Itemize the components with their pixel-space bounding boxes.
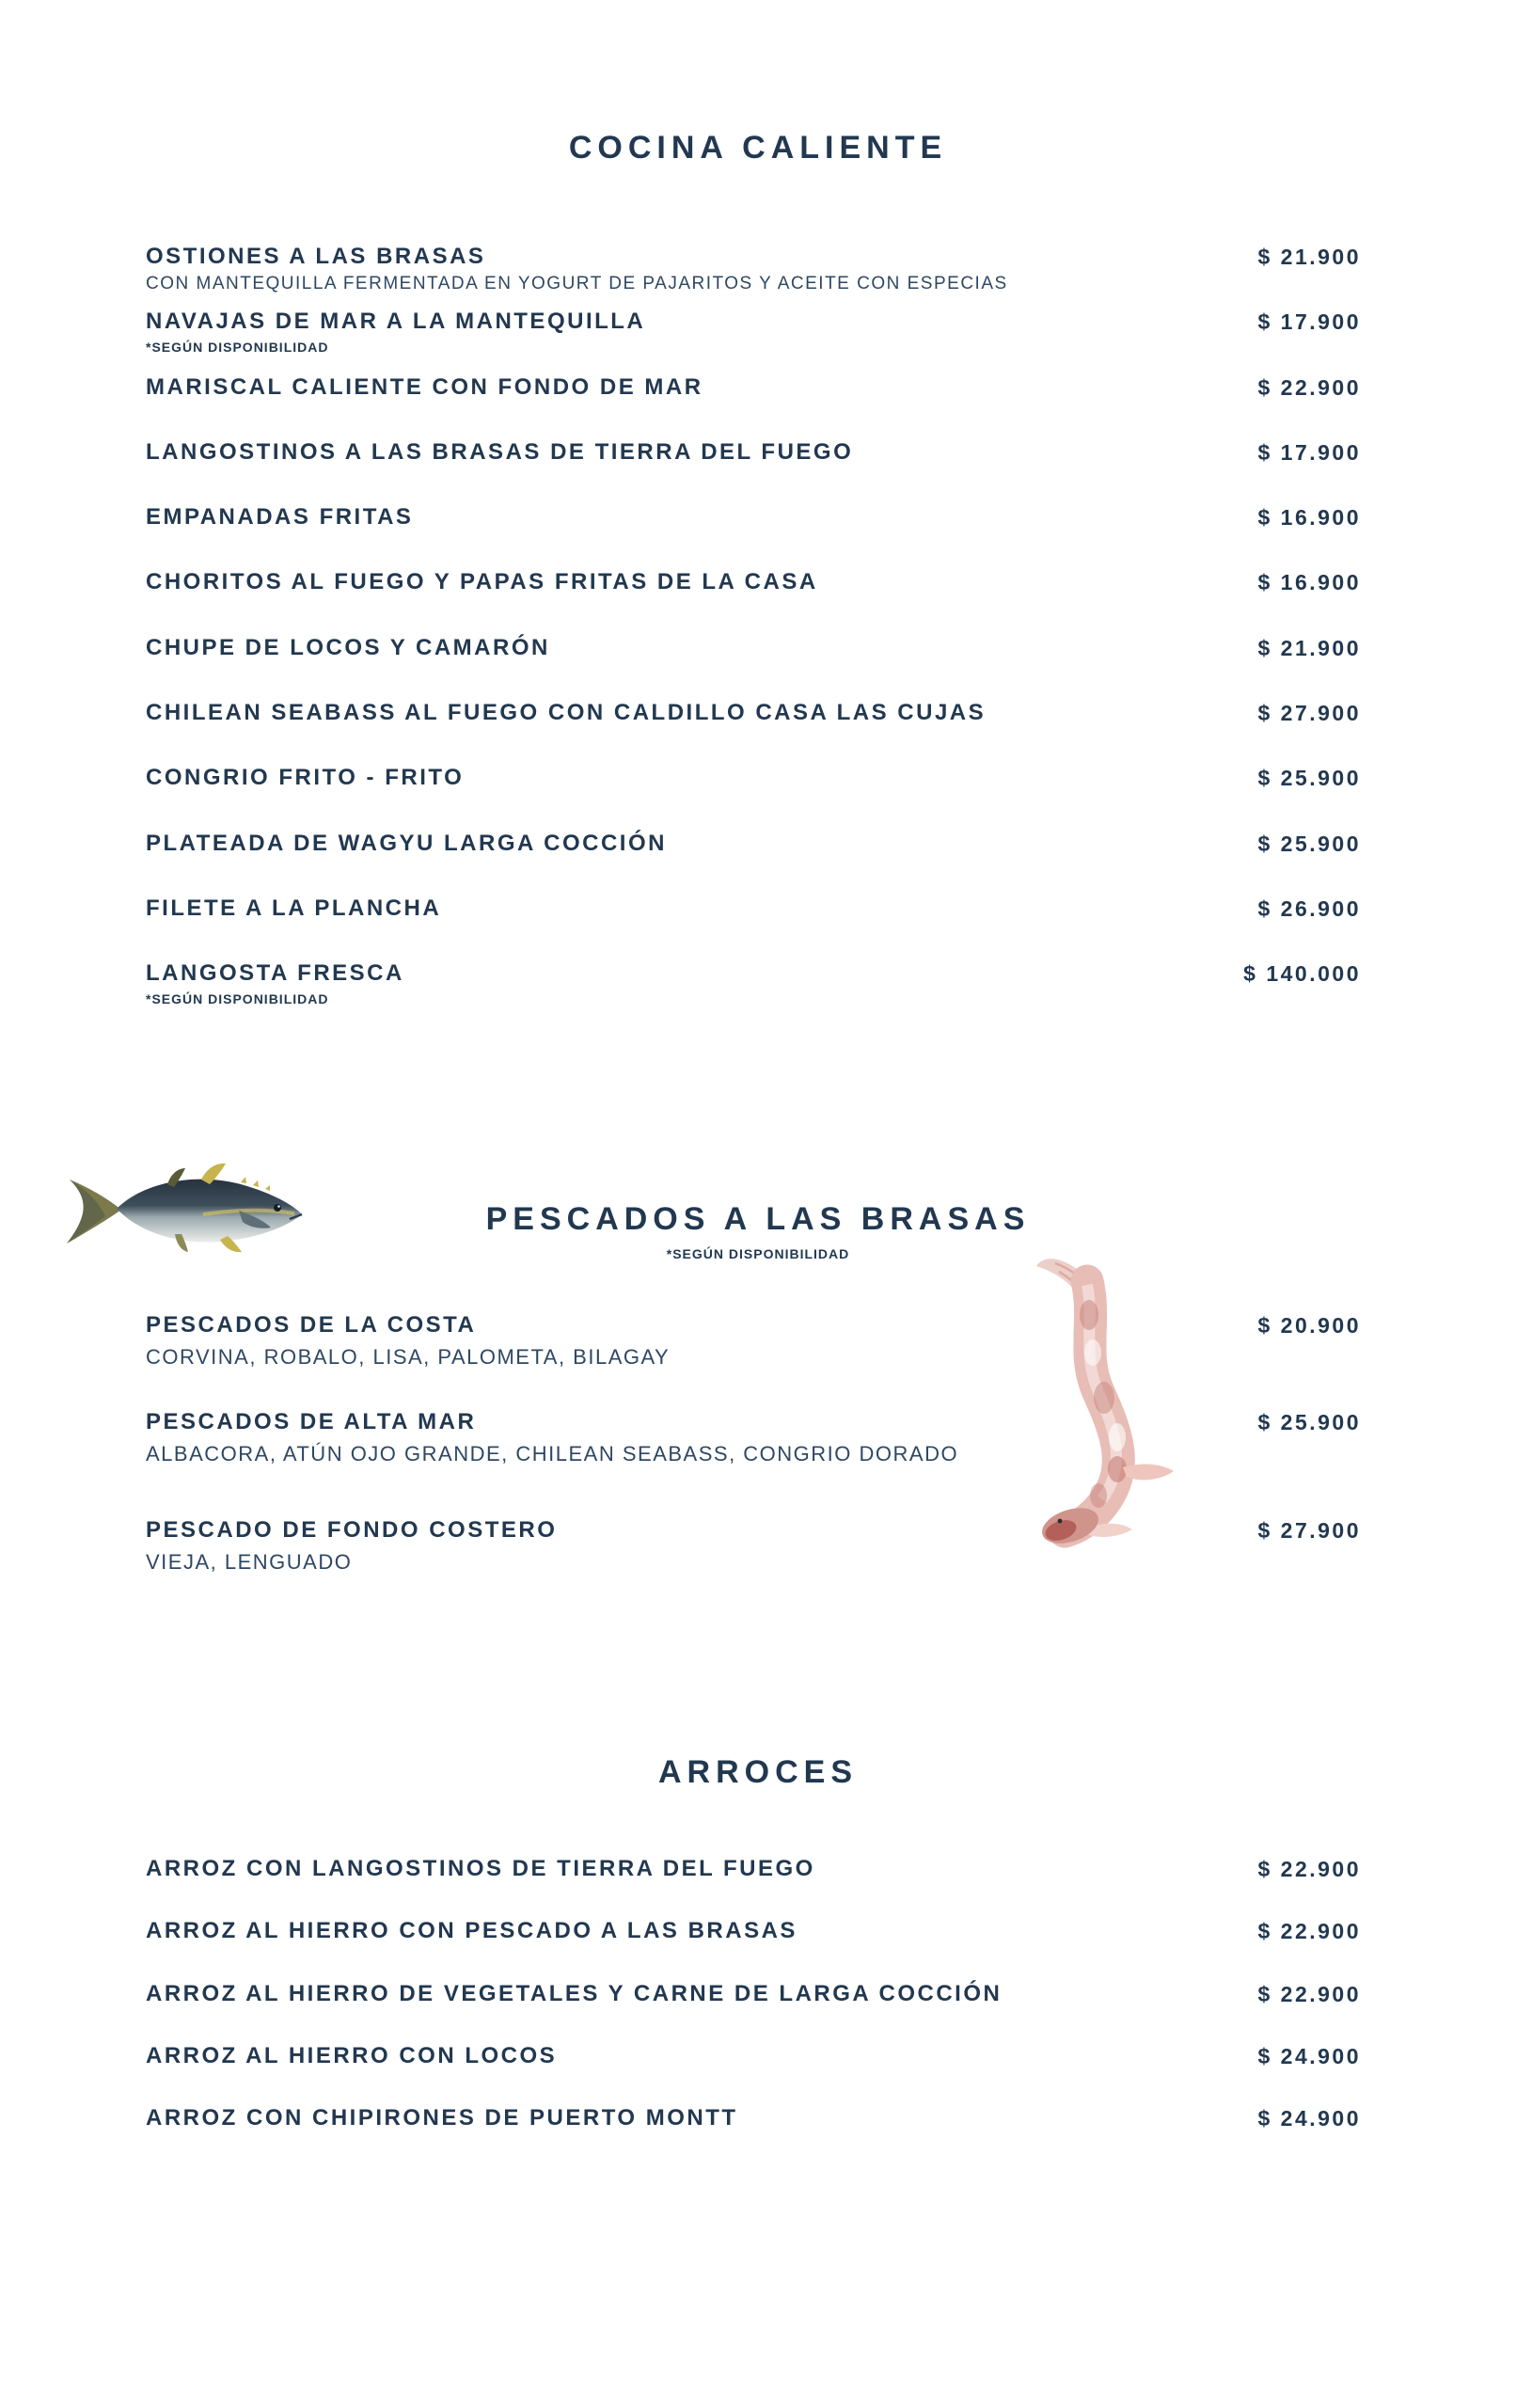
menu-item-price: $ 22.900: [1257, 1981, 1361, 2006]
menu-item-price: $ 17.900: [1257, 439, 1361, 465]
menu-item-name: CHILEAN SEABASS AL FUEGO CON CALDILLO CASA LAS CUJAS: [146, 700, 987, 726]
menu-item: [146, 959, 1361, 1024]
menu-item: [146, 2104, 1361, 2166]
section-title-arroces: ARROCES: [657, 1754, 859, 1790]
section-subtitle-pescados: *SEGÚN DISPONIBILIDAD: [666, 1246, 850, 1261]
section-title-pescados-a-las-brasas: PESCADOS A LAS BRASAS: [485, 1201, 1031, 1237]
menu-item-price: $ 20.900: [1257, 1313, 1361, 1338]
menu-item: [146, 1917, 1361, 1979]
menu-item: [146, 503, 1361, 568]
menu-item-name: ARROZ AL HIERRO CON LOCOS: [146, 2042, 558, 2068]
menu-item-price: $ 22.900: [1257, 374, 1361, 400]
menu-item-description: CORVINA, ROBALO, LISA, PALOMETA, BILAGAY: [146, 1345, 671, 1369]
menu-item-price: $ 22.900: [1257, 1919, 1361, 1944]
menu-item: [146, 373, 1361, 438]
menu-item-price: $ 21.900: [1257, 635, 1361, 660]
menu-item-name: LANGOSTA FRESCA: [146, 960, 404, 987]
menu-item-price: $ 27.900: [1257, 1518, 1361, 1543]
menu-item: [146, 830, 1361, 895]
menu-item-name: CHUPE DE LOCOS Y CAMARÓN: [146, 634, 550, 660]
menu-item-text: [146, 373, 1257, 402]
menu-item-description: ALBACORA, ATÚN OJO GRANDE, CHILEAN SEABASS, CONGRIO DORADO: [146, 1442, 959, 1465]
menu-item: [146, 243, 1361, 308]
menu-item-name: EMPANADAS FRITAS: [146, 504, 414, 531]
menu-item-price: $ 16.900: [1257, 505, 1361, 531]
menu-item-name: FILETE A LA PLANCHA: [146, 895, 442, 921]
menu-item-price: $ 27.900: [1257, 701, 1361, 726]
menu-item: [146, 1980, 1361, 2042]
section-items-cocina-caliente: [146, 243, 1361, 1025]
menu-item-name: CHORITOS AL FUEGO Y PAPAS FRITAS DE LA CASA: [146, 569, 818, 595]
menu-item-name: MARISCAL CALIENTE CON FONDO DE MAR: [146, 373, 703, 400]
menu-item: [146, 699, 1361, 764]
menu-item-price: $ 26.900: [1257, 895, 1361, 921]
menu-item-price: $ 25.900: [1257, 766, 1361, 791]
menu-item-text: [146, 1980, 1257, 2008]
menu-item-price: $ 24.900: [1257, 2043, 1361, 2068]
menu-item-price: $ 16.900: [1257, 570, 1361, 595]
menu-item-price: $ 21.900: [1257, 245, 1361, 269]
menu-item-name: LANGOSTINOS A LAS BRASAS DE TIERRA DEL FUEGO: [146, 438, 854, 465]
menu-item-name: ARROZ AL HIERRO CON PESCADO A LAS BRASAS: [146, 1918, 797, 1944]
menu-item-price: $ 25.900: [1257, 1410, 1361, 1434]
menu-item: [146, 2042, 1361, 2104]
menu-item-text: [146, 2042, 1257, 2070]
menu-item-text: [146, 308, 1257, 355]
menu-item-name: PLATEADA DE WAGYU LARGA COCCIÓN: [146, 830, 667, 856]
menu-item-availability-note: *SEGÚN DISPONIBILIDAD: [146, 991, 329, 1007]
menu-item-description: VIEJA, LENGUADO: [146, 1550, 353, 1574]
menu-item-text: [146, 568, 1257, 596]
menu-item: [146, 438, 1361, 503]
menu-item-text: [146, 438, 1257, 467]
menu-item-text: [146, 243, 1257, 294]
menu-item-text: [146, 830, 1257, 858]
menu-item-name: PESCADOS DE ALTA MAR: [146, 1409, 477, 1434]
menu-item-text: [146, 959, 1243, 1006]
menu-item-text: [146, 2104, 1257, 2132]
menu-item-name: NAVAJAS DE MAR A LA MANTEQUILLA: [146, 309, 646, 335]
menu-item-name: OSTIONES A LAS BRASAS: [146, 244, 486, 269]
menu-item-text: [146, 1917, 1257, 1945]
menu-item-text: [146, 764, 1257, 792]
menu-item-price: $ 25.900: [1257, 831, 1361, 856]
menu-item-description: CON MANTEQUILLA FERMENTADA EN YOGURT DE PAJARITOS Y ACEITE CON ESPECIAS: [146, 274, 1008, 293]
menu-item-availability-note: *SEGÚN DISPONIBILIDAD: [146, 340, 329, 356]
menu-item-text: [146, 895, 1257, 923]
menu-item-text: [146, 503, 1257, 531]
menu-item: [146, 1855, 1361, 1917]
menu-item: [146, 764, 1361, 829]
menu-item-name: PESCADOS DE LA COSTA: [146, 1312, 477, 1338]
menu-item-text: [146, 1855, 1257, 1883]
menu-item: [146, 895, 1361, 959]
menu-item: [146, 634, 1361, 699]
section-items-arroces: [146, 1855, 1361, 2166]
menu-item-name: CONGRIO FRITO - FRITO: [146, 765, 465, 791]
menu-item-price: $ 22.900: [1257, 1857, 1361, 1881]
menu-item-price: $ 24.900: [1257, 2106, 1361, 2131]
menu-item-price: $ 17.900: [1257, 309, 1361, 335]
section-title-cocina-caliente: COCINA CALIENTE: [568, 130, 948, 166]
menu-item-name: ARROZ CON CHIPIRONES DE PUERTO MONTT: [146, 2105, 738, 2131]
menu-item-text: [146, 634, 1257, 662]
menu-item-price: $ 140.000: [1243, 961, 1361, 987]
menu-item-name: ARROZ AL HIERRO DE VEGETALES Y CARNE DE LARGA COCCIÓN: [146, 1980, 1003, 2006]
menu-item-name: PESCADO DE FONDO COSTERO: [146, 1517, 558, 1543]
congrio-fish-image: [1033, 1257, 1202, 1556]
menu-item: [146, 568, 1361, 633]
menu-item: [146, 308, 1361, 372]
menu-item-text: [146, 699, 1257, 727]
menu-item-name: ARROZ CON LANGOSTINOS DE TIERRA DEL FUEGO: [146, 1856, 815, 1881]
